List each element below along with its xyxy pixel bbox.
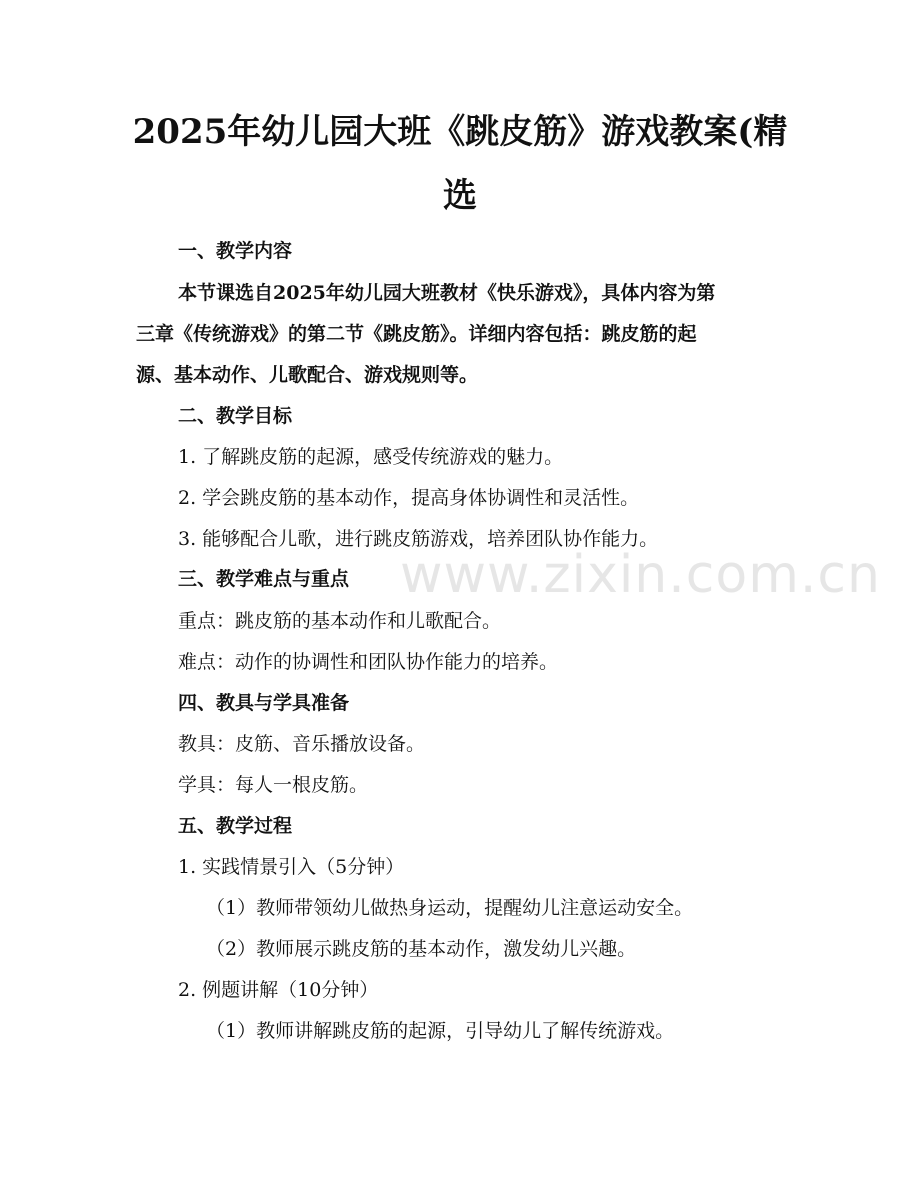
- document-title-line2: 选: [443, 176, 477, 216]
- process-step: 2. 例题讲解（10分钟）: [178, 979, 379, 1001]
- objective-item: 3. 能够配合儿歌，进行跳皮筋游戏，培养团队协作能力。: [178, 528, 659, 550]
- process-substep: （2）教师展示跳皮筋的基本动作，激发幼儿兴趣。: [206, 938, 637, 960]
- process-substep: （1）教师带领幼儿做热身运动，提醒幼儿注意运动安全。: [206, 897, 694, 919]
- objective-item: 2. 学会跳皮筋的基本动作，提高身体协调性和灵活性。: [178, 487, 640, 509]
- content-paragraph-line: 本节课选自2025年幼儿园大班教材《快乐游戏》，具体内容为第: [178, 282, 716, 304]
- objective-item: 1. 了解跳皮筋的起源，感受传统游戏的魅力。: [178, 446, 564, 468]
- section-heading-objectives: 二、教学目标: [178, 405, 293, 427]
- document-title-line1: 2025年幼儿园大班《跳皮筋》游戏教案(精: [132, 112, 788, 152]
- section-heading-content: 一、教学内容: [178, 240, 293, 262]
- process-step: 1. 实践情景引入（5分钟）: [178, 856, 405, 878]
- difficulty-text: 难点：动作的协调性和团队协作能力的培养。: [178, 651, 559, 673]
- watermark: www.zixin.com.cn: [400, 545, 881, 605]
- process-substep: （1）教师讲解跳皮筋的起源，引导幼儿了解传统游戏。: [206, 1020, 675, 1042]
- learning-aids-text: 学具：每人一根皮筋。: [178, 774, 369, 796]
- content-paragraph-line: 源、基本动作、儿歌配合、游戏规则等。: [136, 364, 479, 386]
- section-heading-process: 五、教学过程: [178, 815, 293, 837]
- key-point-text: 重点：跳皮筋的基本动作和儿歌配合。: [178, 610, 502, 632]
- section-heading-materials: 四、教具与学具准备: [178, 692, 350, 714]
- teaching-aids-text: 教具：皮筋、音乐播放设备。: [178, 733, 426, 755]
- section-heading-key-difficult: 三、教学难点与重点: [178, 568, 350, 590]
- content-paragraph-line: 三章《传统游戏》的第二节《跳皮筋》。详细内容包括：跳皮筋的起: [136, 323, 697, 345]
